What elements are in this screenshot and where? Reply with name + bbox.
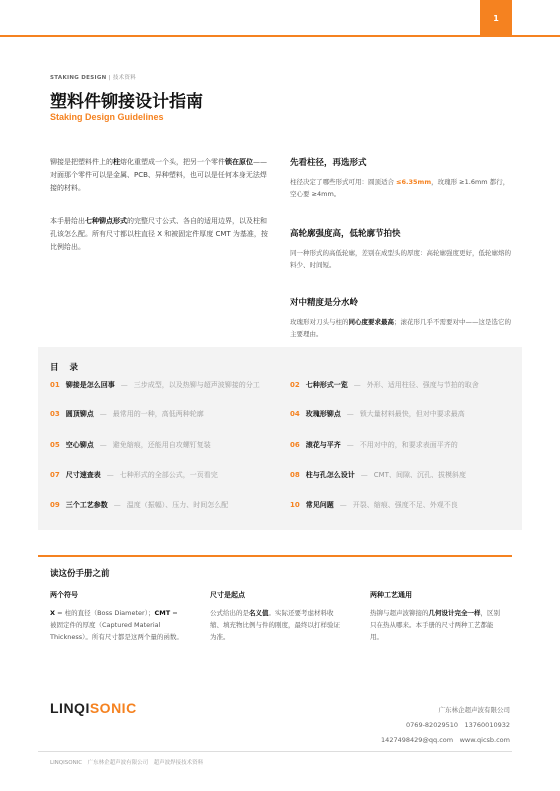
toc-num: 03 — [50, 410, 60, 418]
toc-label: 滚花与平齐 — [305, 441, 341, 449]
key-point-highlight: ≤6.35mm — [396, 178, 432, 186]
toc-item-03[interactable] — [50, 409, 288, 420]
eyebrow — [50, 73, 136, 81]
toc-item-06[interactable] — [290, 440, 528, 451]
key-point-3 — [290, 296, 512, 340]
toc-num: 10 — [290, 501, 300, 509]
toc-item-02[interactable] — [290, 380, 528, 391]
toc-desc: 锁大量材料最快，但对中要求最高 — [359, 410, 465, 418]
toc-desc: 温度（振幅）、压力、时间怎么配 — [126, 501, 229, 509]
company-logo — [50, 700, 137, 716]
intro-text: 熔化重塑成一个头，把另一个零件 — [120, 158, 225, 166]
toc-dash: — — [353, 381, 361, 389]
toc-dash: — — [346, 441, 354, 449]
toc-title: 目 录 — [50, 363, 82, 373]
intro-text: 的完整尺寸公式、各自的适用边界，以及柱和孔该怎么配。所有尺寸都以柱直径 X 和被固定件厚度 CMT 为基准，按比例给出。 — [50, 217, 268, 251]
read-col-text: 热铆与超声波铆接的 — [370, 609, 429, 617]
toc-item-08[interactable] — [290, 470, 528, 481]
toc-desc: 开裂、缩痕、强度不足、外观不良 — [352, 501, 458, 509]
toc-dash: — — [106, 471, 114, 479]
intro-text: 本手册给出 — [50, 217, 85, 225]
page-subtitle: Staking Design Guidelines — [50, 112, 164, 122]
key-point-text: 同一种形式的高低轮廓，差别在成型头的厚度：高轮廓强度更好，低轮廓熔的料少、时间短。 — [290, 249, 511, 269]
toc-label: 尺寸速查表 — [65, 471, 101, 479]
contact-phones: 0769-82029510 13760010932 — [406, 721, 510, 729]
toc-item-04[interactable] — [290, 409, 528, 420]
toc-item-07[interactable] — [50, 470, 288, 481]
read-col-text: = 被固定件的厚度（Captured Material Thickness）。所有尺寸都是这两个量的函数。 — [50, 609, 183, 641]
read-col-body — [370, 607, 505, 643]
toc-label: 铆接是怎么回事 — [65, 381, 115, 389]
key-point-title: 对中精度是分水岭 — [290, 298, 359, 308]
intro-text: ——对面那个零件可以是金属、PCB、异种塑料，也可以是任何本身无法焊接的材料。 — [50, 158, 267, 192]
toc-num: 08 — [290, 471, 300, 479]
key-point-bold: 同心度要求最高 — [348, 318, 394, 326]
top-bar — [0, 0, 560, 37]
read-col-text: 。实际还要考虑材料收缩、填充物比例与件的刚度，最终以打样验证为准。 — [210, 609, 340, 641]
toc-dash: — — [339, 501, 347, 509]
eyebrow-sep: | — [108, 75, 111, 81]
toc-num: 06 — [290, 441, 300, 449]
read-col-body — [50, 607, 185, 643]
toc-num: 04 — [290, 410, 300, 418]
key-point-text: 玫瑰形对刀头与柱的 — [290, 318, 349, 326]
intro-paragraph-2 — [50, 215, 272, 254]
toc-dash: — — [360, 471, 368, 479]
key-point-body — [290, 176, 512, 200]
eyebrow-sub: 技术资料 — [112, 75, 137, 81]
key-point-title: 先看柱径，再选形式 — [290, 158, 367, 168]
key-point-title: 高轮廓强度高，低轮廓节拍快 — [290, 229, 401, 239]
toc-item-10[interactable] — [290, 500, 528, 511]
toc-dash: — — [99, 441, 107, 449]
logo-part-2: SONIC — [89, 700, 137, 716]
toc-dash: — — [113, 501, 121, 509]
toc-label: 七种形式一览 — [305, 381, 348, 389]
read-col-symbols — [50, 590, 185, 643]
read-col-text: ，区别只在热从哪来。本手册的尺寸两种工艺都能用。 — [370, 609, 500, 641]
toc-desc: 避免缩痕，还能用自攻螺钉复装 — [112, 441, 211, 449]
page-number: 1 — [493, 14, 499, 23]
key-point-text: 柱径决定了哪些形式可用：圆顶适合 — [290, 178, 397, 186]
intro-bold: 柱 — [113, 158, 120, 166]
toc-desc: 外形、适用柱径、强度与节拍的取舍 — [366, 381, 479, 389]
read-col-text: 公式给出的是 — [210, 609, 249, 617]
toc-label: 空心铆点 — [65, 441, 94, 449]
table-of-contents — [38, 347, 522, 530]
read-col-bold: X — [50, 609, 56, 617]
toc-label: 柱与孔怎么设计 — [305, 471, 355, 479]
toc-label: 三个工艺参数 — [65, 501, 108, 509]
toc-num: 09 — [50, 501, 60, 509]
key-point-2 — [290, 227, 512, 271]
toc-desc: 三步成型，以及热铆与超声波铆接的分工 — [133, 381, 260, 389]
toc-dash: — — [99, 410, 107, 418]
intro-text: 铆接是把塑料件上的 — [50, 158, 113, 166]
toc-dash: — — [346, 410, 354, 418]
read-col-title: 尺寸是起点 — [210, 591, 245, 599]
page-title: 塑料件铆接设计指南 — [50, 92, 203, 112]
toc-item-05[interactable] — [50, 440, 288, 451]
key-point-1 — [290, 156, 512, 200]
toc-num: 05 — [50, 441, 60, 449]
read-col-body — [210, 607, 345, 643]
contact-company: 广东林企超声波有限公司 — [438, 706, 510, 714]
read-col-title: 两种工艺通用 — [370, 591, 412, 599]
logo-part-1: LINQI — [50, 700, 90, 716]
toc-dash: — — [120, 381, 128, 389]
toc-desc: 不用对中的，和要求表面平齐的 — [359, 441, 458, 449]
page-number-box — [480, 0, 512, 37]
toc-label: 常见问题 — [305, 501, 334, 509]
page-footer: LINQISONIC 广东林企超声波有限公司 超声波焊接技术资料 — [50, 760, 204, 766]
toc-num: 02 — [290, 381, 300, 389]
toc-num: 07 — [50, 471, 60, 479]
read-col-two-processes — [370, 590, 505, 643]
key-point-text: ，玫瑰形 ≥1.6mm 都行，空心要 ≥4mm。 — [290, 178, 510, 198]
footer-divider — [38, 751, 512, 752]
read-col-starting-point — [210, 590, 345, 643]
read-before-title: 读这份手册之前 — [50, 569, 110, 579]
read-col-bold: CMT — [154, 609, 171, 617]
eyebrow-brand: STAKING DESIGN — [50, 75, 107, 81]
toc-label: 玫瑰形铆点 — [305, 410, 341, 418]
toc-desc: CMT、间隙、沉孔、拔模斜度 — [373, 471, 466, 479]
read-col-bold: 几何设计完全一样 — [428, 609, 481, 617]
intro-paragraph-1 — [50, 156, 272, 195]
contact-info — [381, 703, 510, 748]
read-col-bold: 名义值 — [249, 609, 269, 617]
key-point-body — [290, 247, 512, 271]
key-point-text: ；滚花形几乎不需要对中——这是选它的主要理由。 — [290, 318, 511, 338]
toc-item-01[interactable] — [50, 380, 288, 391]
contact-web: 1427498429@qq.com www.qicsb.com — [381, 736, 510, 744]
intro-bold: 锁在原位 — [225, 158, 253, 166]
read-col-title: 两个符号 — [50, 591, 78, 599]
toc-item-09[interactable] — [50, 500, 288, 511]
read-col-text: = 柱的直径（Boss Diameter）； — [55, 609, 155, 617]
toc-desc: 七种形式的全部公式，一页看完 — [119, 471, 218, 479]
section-divider — [38, 555, 512, 557]
toc-label: 圆顶铆点 — [65, 410, 94, 418]
toc-num: 01 — [50, 381, 60, 389]
toc-desc: 最常用的一种，高低两种轮廓 — [112, 410, 204, 418]
key-point-body — [290, 316, 512, 340]
intro-bold: 七种铆点形式 — [85, 217, 127, 225]
